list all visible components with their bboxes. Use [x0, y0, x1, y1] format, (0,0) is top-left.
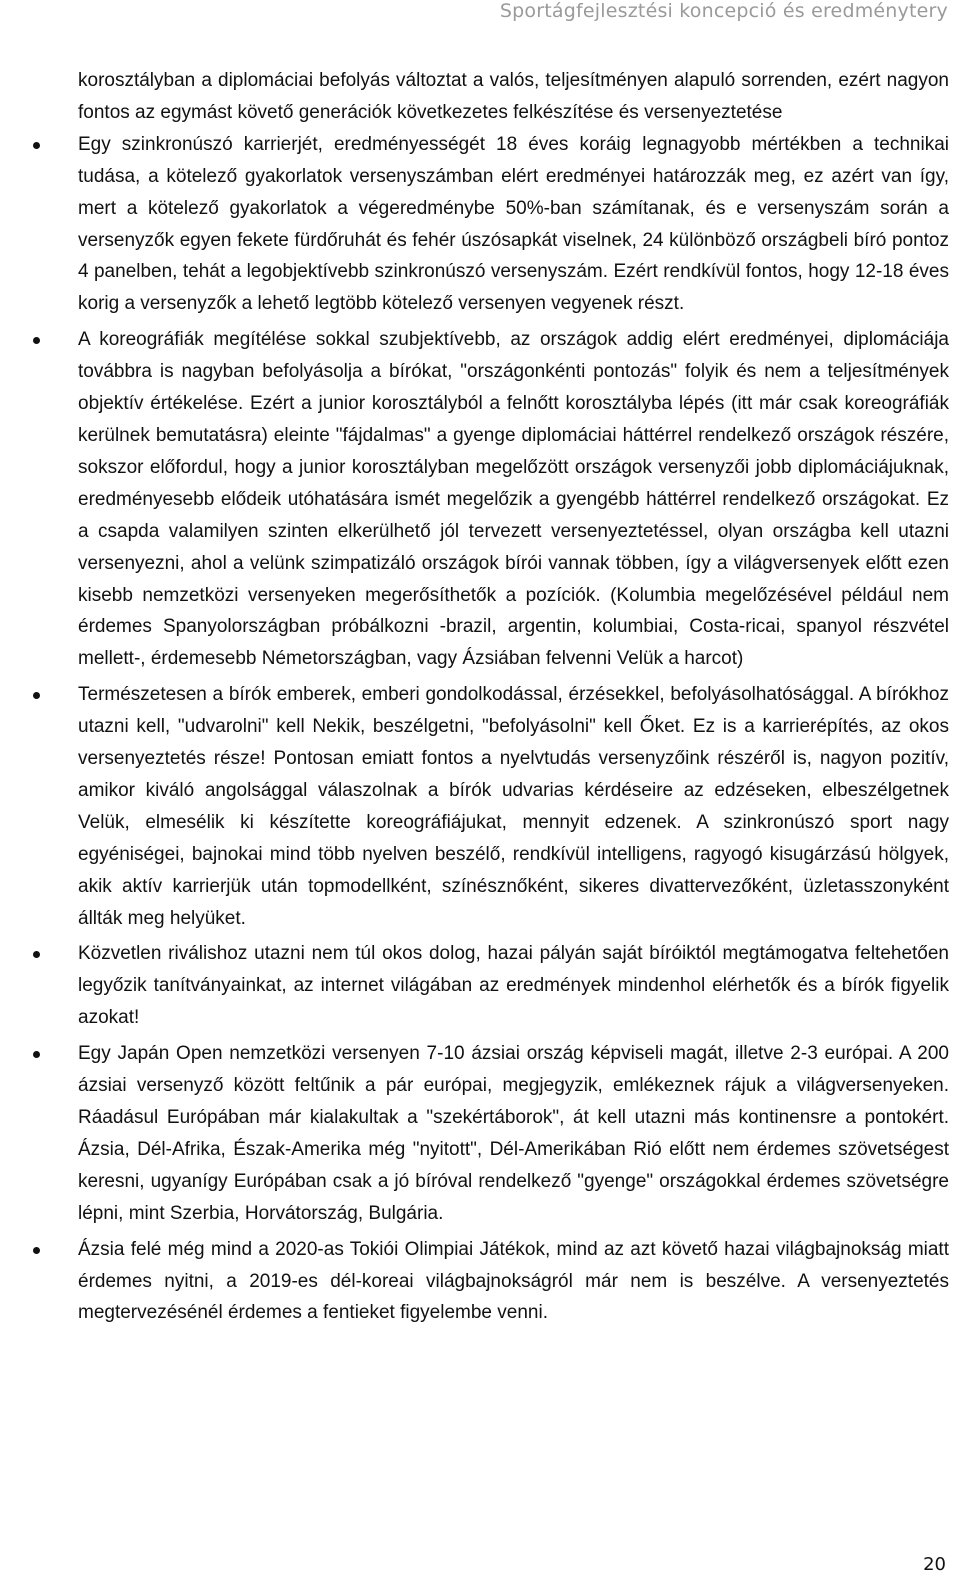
bullet-icon [33, 142, 40, 149]
continuation-paragraph: korosztályban a diplomáciai befolyás változtat a valós, teljesítményen alapuló sorrenden, ezért nagyon fontos az egymást követő generációk következetes felkészítése és versenyeztetése [78, 70, 949, 123]
list-item [78, 938, 949, 1034]
list-item [78, 129, 949, 320]
bullet-icon [33, 692, 40, 699]
list-item-text: Ázsia felé még mind a 2020-as Tokiói Olimpiai Játékok, mind az azt követő hazai világbajnokság miatt érdemes nyitni, a 2019-es dél-koreai világbajnokságról már nem is beszélve. A versenyeztetés megtervezésénél érdemes a fentieket figyelembe venni. [78, 1238, 949, 1324]
bullet-list [78, 129, 949, 1330]
bullet-icon [33, 1247, 40, 1254]
list-item [78, 679, 949, 934]
list-item [78, 1234, 949, 1330]
list-item-text: Egy szinkronúszó karrierjét, eredményességét 18 éves koráig legnagyobb mértékben a technikai tudása, a kötelező gyakorlatok versenyszámban elért eredményei határozzák meg, ez azért van így, mert a kötelező gyakorlatok a végeredménybe 50%-ban számítanak, és e versenyszám során a versenyzők egyen fekete fürdőruhát és fehér úszósapkát viselnek, 24 különböző országbeli bíró pontoz 4 panelben, tehát a legobjektívebb szinkronúszó versenyszám. Ezért rendkívül fontos, hogy 12-18 éves korig a versenyzők a lehető legtöbb kötelező versenyen vegyenek részt. [78, 133, 949, 315]
bullet-icon [33, 1051, 40, 1058]
list-item [78, 1038, 949, 1229]
page-number: 20 [923, 1554, 946, 1575]
list-item-text: Természetesen a bírók emberek, emberi gondolkodással, érzésekkel, befolyásolhatósággal. A bírókhoz utazni kell, "udvarolni" kell Nekik, beszélgetni, "befolyásolni" kell Őket. Ez is a karrierépítés, az okos versenyeztetés része! Pontosan emiatt fontos a nyelvtudás versenyzőink részéről is, nagyon pozitív, amikor kiváló angolsággal válaszolnak a bírók udvarias kérdéseire az edzéseken, elbeszélgetnek Velük, elmesélik ki készítette koreográfiájukat, mennyit edzenek. A szinkronúszó sport nagy egyéniségei, bajnokai mind több nyelven beszélő, rendkívül intelligens, ragyogó kisugárzású hölgyek, akik aktív karrierjük után topmodellként, színésznőként, sikeres divattervezőként, üzletasszonyként állták meg helyüket. [78, 684, 949, 929]
running-header: Sportágfejlesztési koncepció és eredménytery [499, 0, 948, 22]
list-item-text: Közvetlen riválishoz utazni nem túl okos dolog, hazai pályán saját bíróiktól megtámogatva feltehetően legyőzik tanítványainkat, az internet világában az eredmények mindenhol elérhetők és a bírók figyelik azokat! [78, 943, 949, 1029]
list-item-text: Egy Japán Open nemzetközi versenyen 7-10 ázsiai ország képviseli magát, illetve 2-3 európai. A 200 ázsiai versenyző között feltűnik a pár európai, megjegyzik, emlékeznek rájuk a világversenyeken. Ráadásul Európában már kialakultak a "szekértáborok", át kell utazni más kontinensre a pontokért. Ázsia, Dél-Afrika, Észak-Amerika még "nyitott", Dél-Amerikában Rió előtt nem érdemes szövetségest keresni, ugyanígy Európában csak a jó bíróval rendelkező "gyenge" országokkal érdemes szövetségre lépni, mint Szerbia, Horvátország, Bulgária. [78, 1043, 949, 1224]
document-body [78, 65, 949, 1333]
list-item-text: A koreográfiák megítélése sokkal szubjektívebb, az országok addig elért eredményei, diplomáciája továbbra is nagyban befolyásolja a bírókat, "országonkénti pontozás" folyik és nem a teljesítmények objektív értékelése. Ezért a junior korosztályból a felnőtt korosztályba lépés (itt már csak koreográfiák kerülnek bemutatásra) eleinte "fájdalmas" a gyenge diplomáciai háttérrel rendelkező országok részére, sokszor előfordul, hogy a junior korosztályban megelőzött országok versenyzői jobb diplomáciájuknak, eredményesebb elődeik utóhatására ismét megelőzik a gyengébb háttérrel rendelkező országokat. Ez a csapda valamilyen szinten elkerülhető jól tervezett versenyeztetéssel, olyan országba kell utazni versenyezni, ahol a velünk szimpatizáló országok bírói vannak többen, így a világversenyek előtt ezen kisebb nemzetközi versenyeken megerősíthetők a pozíciók. (Kolumbia megelőzésével például nem érdemes Spanyolországban próbálkozni -brazil, argentin, kolumbiai, Costa-ricai, spanyol részvétel mellett-, érdemesebb Németországban, vagy Ázsiában felvenni Velük a harcot) [78, 329, 949, 670]
bullet-icon [33, 951, 40, 958]
bullet-icon [33, 337, 40, 344]
list-item [78, 324, 949, 675]
